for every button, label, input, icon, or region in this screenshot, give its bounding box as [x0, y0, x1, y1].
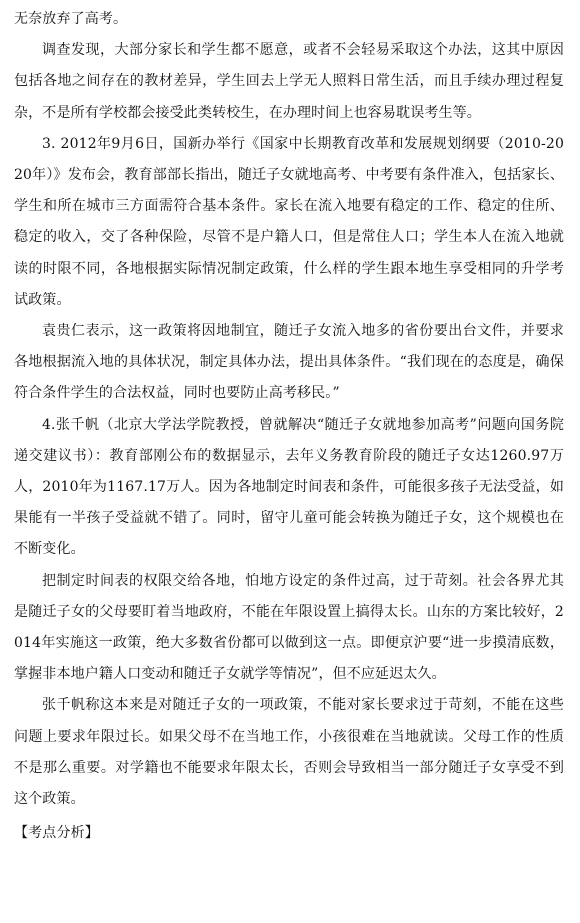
paragraph-continuation: 无奈放弃了高考。	[14, 11, 128, 27]
paragraph-yuan-guiren: 袁贵仁表示，这一政策将因地制宜，随迁子女流入地多的省份要出台文件，并要求各地根据流入地的具体状况，制定具体办法，提出具体条件。“我们现在的态度是，确保符合条件学生的合法权益，同时也要防止高考移民。”	[14, 323, 564, 402]
paragraph-item-4: 4.张千帆（北京大学法学院教授，曾就解决“随迁子女就地参加高考”问题向国务院递交建议书）：教育部刚公布的数据显示，去年义务教育阶段的随迁子女达1260.97万人，2010年为1167.17万人。因为各地制定时间表和条件，可能很多孩子无法受益，如果能有一半孩子受益就不错了。同时，留守儿童可能会转换为随迁子女，这个规模也在不断变化。	[14, 416, 564, 558]
section-heading: 【考点分析】	[14, 825, 99, 842]
paragraph-item-3: 3. 2012年9月6日，国新办举行《国家中长期教育改革和发展规划纲要（2010-2020年）》发布会，教育部部长指出，随迁子女就地高考、中考要有条件准入，包括家长、学生和所在城市三方面需符合基本条件。家长在流入地要有稳定的工作、稳定的住所、稳定的收入，交了各种保险，尽管不是户籍人口，但是常住人口；学生本人在流入地就读的时限不同，各地根据实际情况制定政策，什么样的学生跟本地生享受相同的升学考试政策。	[14, 135, 564, 308]
paragraph-timetable: 把制定时间表的权限交给各地，怕地方设定的条件过高，过于苛刻。社会各界尤其是随迁子女的父母要盯着当地政府，不能在年限设置上搞得太长。山东的方案比较好，2014年实施这一政策，绝大多数省份都可以做到这一点。即便京沪要“进一步摸清底数，掌握非本地户籍人口变动和随迁子女就学等情况”，但不应延迟太久。	[14, 572, 564, 683]
paragraph-survey: 调查发现，大部分家长和学生都不愿意，或者不会轻易采取这个办法，这其中原因包括各地之间存在的教材差异，学生回去上学无人照料日常生活，而且手续办理过程复杂，不是所有学校都会接受此类转校生，在办理时间上也容易耽误考生等。	[14, 42, 564, 121]
paragraph-zhang-qianfan: 张千帆称这本来是对随迁子女的一项政策，不能对家长要求过于苛刻，不能在这些问题上要求年限过长。如果父母不在当地工作，小孩很难在当地就读。父母工作的性质不是那么重要。对学籍也不能要求年限太长，否则会导致相当一部分随迁子女享受不到这个政策。	[14, 697, 564, 808]
